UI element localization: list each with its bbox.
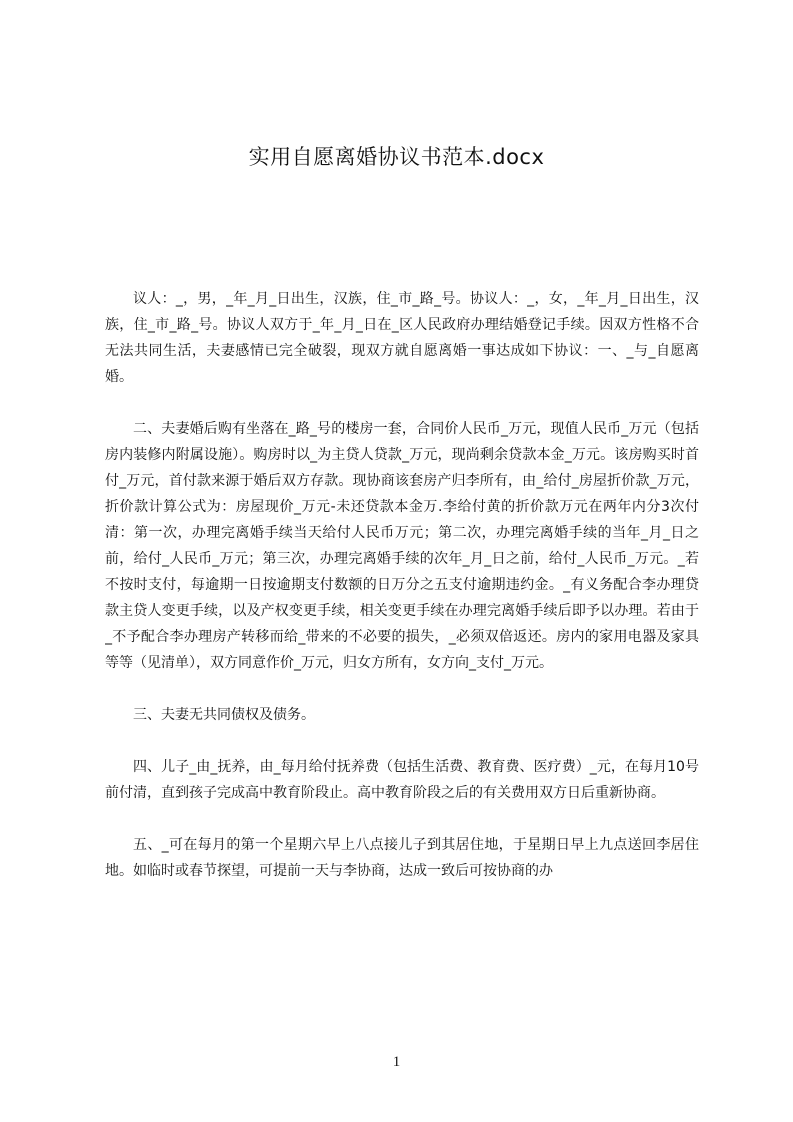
document-body: [105, 286, 699, 1022]
paragraph-parties: 议人：_，男，_年_月_日出生，汉族，住_市_路_号。协议人：_，女，_年_月_日出生，汉族，住_市_路_号。协议人双方于_年_月_日在_区人民政府办理结婚登记手续。因双方性格不合无法共同生活，夫妻感情已完全破裂，现双方就自愿离婚一事达成如下协议：一、_与_自愿离婚。: [105, 291, 699, 385]
paragraph-custody: 四、儿子_由_抚养，由_每月给付抚养费（包括生活费、教育费、医疗费）_元，在每月10号前付清，直到孩子完成高中教育阶段止。高中教育阶段之后的有关费用双方日后重新协商。: [105, 759, 699, 801]
paragraph-visitation: 五、_可在每月的第一个星期六早上八点接儿子到其居住地，于星期日早上九点送回李居住地。如临时或春节探望，可提前一天与李协商，达成一致后可按协商的办: [105, 837, 699, 879]
page-number: 1: [392, 1054, 401, 1070]
paragraph-property: 二、夫妻婚后购有坐落在_路_号的楼房一套，合同价人民币_万元，现值人民币_万元（包括房内装修内附属设施）。购房时以_为主贷人贷款_万元，现尚剩余贷款本金_万元。该房购买时首付_万元，首付款来源于婚后双方存款。现协商该套房产归李所有，由_给付_房屋折价款_万元，折价款计算公式为：房屋现价_万元-未还贷款本金万.李给付黄的折价款万元在两年内分3次付清：第一次，办理完离婚手续当天给付人民币万元；第二次，办理完离婚手续的当年_月_日之前，给付_人民币_万元；第三次，办理完离婚手续的次年_月_日之前，给付_人民币_万元。_若不按时支付，每逾期一日按逾期支付数额的日万分之五支付逾期违约金。_有义务配合李办理贷款主贷人变更手续，以及产权变更手续，相关变更手续在办理完离婚手续后即予以办理。若由于_不予配合李办理房产转移而给_带来的不必要的损失，_必须双倍返还。房内的家用电器及家具等等（见清单），双方同意作价_万元，归女方所有，女方向_支付_万元。: [105, 421, 699, 671]
paragraph-debts: 三、夫妻无共同债权及债务。: [133, 707, 315, 723]
document-title: 实用自愿离婚协议书范本.docx: [248, 145, 545, 169]
